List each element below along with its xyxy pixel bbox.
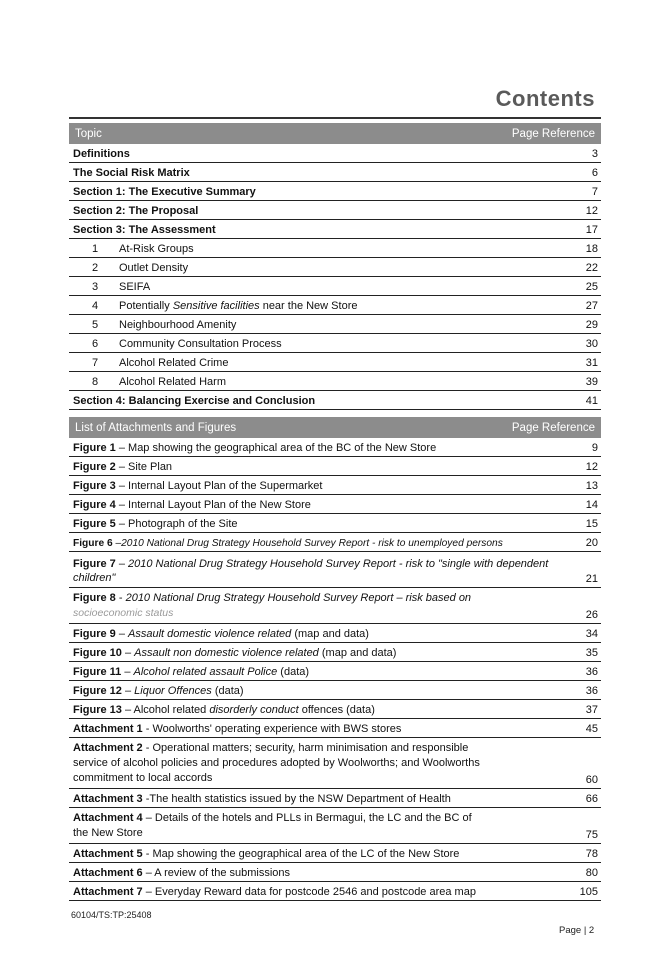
figure-row[interactable]: Figure 9 – Assault domestic violence related (map and data) 34 bbox=[69, 624, 601, 643]
attachment-row[interactable]: Attachment 3 -The health statistics issued by the NSW Department of Health 66 bbox=[69, 789, 601, 808]
attachments-page-reference-header: Page Reference bbox=[511, 421, 595, 434]
toc-row[interactable]: Section 3: The Assessment 17 bbox=[69, 220, 601, 239]
attachment-row[interactable]: Attachment 5 - Map showing the geographical area of the LC of the New Store 78 bbox=[69, 844, 601, 863]
toc-subrow[interactable]: 1 At-Risk Groups 18 bbox=[69, 239, 601, 258]
toc-subrow[interactable]: 4 Potentially Sensitive facilities near the New Store 27 bbox=[69, 296, 601, 315]
attachments-header bbox=[69, 417, 601, 438]
attachment-row[interactable]: Attachment 6 – A review of the submissions 80 bbox=[69, 863, 601, 882]
toc-row[interactable]: Section 2: The Proposal 12 bbox=[69, 201, 601, 220]
figure-row[interactable]: Figure 1 – Map showing the geographical area of the BC of the New Store 9 bbox=[69, 438, 601, 457]
figure-row[interactable]: Figure 8 - 2010 National Drug Strategy Household Survey Report – risk based on socioeconomic status 26 bbox=[69, 588, 601, 624]
figure-row[interactable]: Figure 3 – Internal Layout Plan of the Supermarket 13 bbox=[69, 476, 601, 495]
contents-table bbox=[69, 123, 601, 410]
toc-subrow[interactable]: 5 Neighbourhood Amenity 29 bbox=[69, 315, 601, 334]
figure-row[interactable]: Figure 13 – Alcohol related disorderly conduct offences (data) 37 bbox=[69, 700, 601, 719]
attachments-topic-header: List of Attachments and Figures bbox=[75, 421, 237, 434]
figure-row[interactable]: Figure 11 – Alcohol related assault Police (data) 36 bbox=[69, 662, 601, 681]
page-number: Page | 2 bbox=[559, 925, 595, 936]
attachment-row[interactable]: Attachment 7 – Everyday Reward data for postcode 2546 and postcode area map 105 bbox=[69, 882, 601, 901]
toc-subrow[interactable]: 7 Alcohol Related Crime 31 bbox=[69, 353, 601, 372]
toc-subrow[interactable]: 3 SEIFA 25 bbox=[69, 277, 601, 296]
figure-row[interactable]: Figure 2 – Site Plan 12 bbox=[69, 457, 601, 476]
figure-row[interactable]: Figure 5 – Photograph of the Site 15 bbox=[69, 514, 601, 533]
attachment-row[interactable]: Attachment 2 - Operational matters; security, harm minimisation and responsible service of alcohol policies and procedures adopted by Woolworths; and Woolworths commitment to local accords 60 bbox=[69, 738, 601, 789]
figure-row[interactable]: Figure 4 – Internal Layout Plan of the New Store 14 bbox=[69, 495, 601, 514]
page-reference-header: Page Reference bbox=[511, 127, 595, 140]
toc-row[interactable]: Section 4: Balancing Exercise and Conclusion 41 bbox=[69, 391, 601, 410]
document-code: 60104/TS:TP:25408 bbox=[71, 910, 152, 920]
figure-row[interactable]: Figure 12 – Liquor Offences (data) 36 bbox=[69, 681, 601, 700]
contents-header bbox=[69, 123, 601, 144]
toc-row[interactable]: Definitions 3 bbox=[69, 144, 601, 163]
toc-subrow[interactable]: 8 Alcohol Related Harm 39 bbox=[69, 372, 601, 391]
title-divider bbox=[69, 117, 601, 119]
toc-subrow[interactable]: 2 Outlet Density 22 bbox=[69, 258, 601, 277]
attachments-table bbox=[69, 417, 601, 901]
figure-row[interactable]: Figure 6 –2010 National Drug Strategy Household Survey Report - risk to unemployed persons 20 bbox=[69, 533, 601, 552]
page-title: Contents bbox=[495, 86, 595, 111]
attachment-row[interactable]: Attachment 1 - Woolworths' operating experience with BWS stores 45 bbox=[69, 719, 601, 738]
attachment-row[interactable]: Attachment 4 – Details of the hotels and PLLs in Bermagui, the LC and the BC of the New Store 75 bbox=[69, 808, 601, 844]
toc-row[interactable]: The Social Risk Matrix 6 bbox=[69, 163, 601, 182]
figure-row[interactable]: Figure 7 – 2010 National Drug Strategy Household Survey Report - risk to "single with dependent children" 21 bbox=[69, 552, 601, 588]
figure-row[interactable]: Figure 10 – Assault non domestic violence related (map and data) 35 bbox=[69, 643, 601, 662]
toc-row[interactable]: Section 1: The Executive Summary 7 bbox=[69, 182, 601, 201]
toc-subrow[interactable]: 6 Community Consultation Process 30 bbox=[69, 334, 601, 353]
topic-header: Topic bbox=[75, 127, 102, 140]
